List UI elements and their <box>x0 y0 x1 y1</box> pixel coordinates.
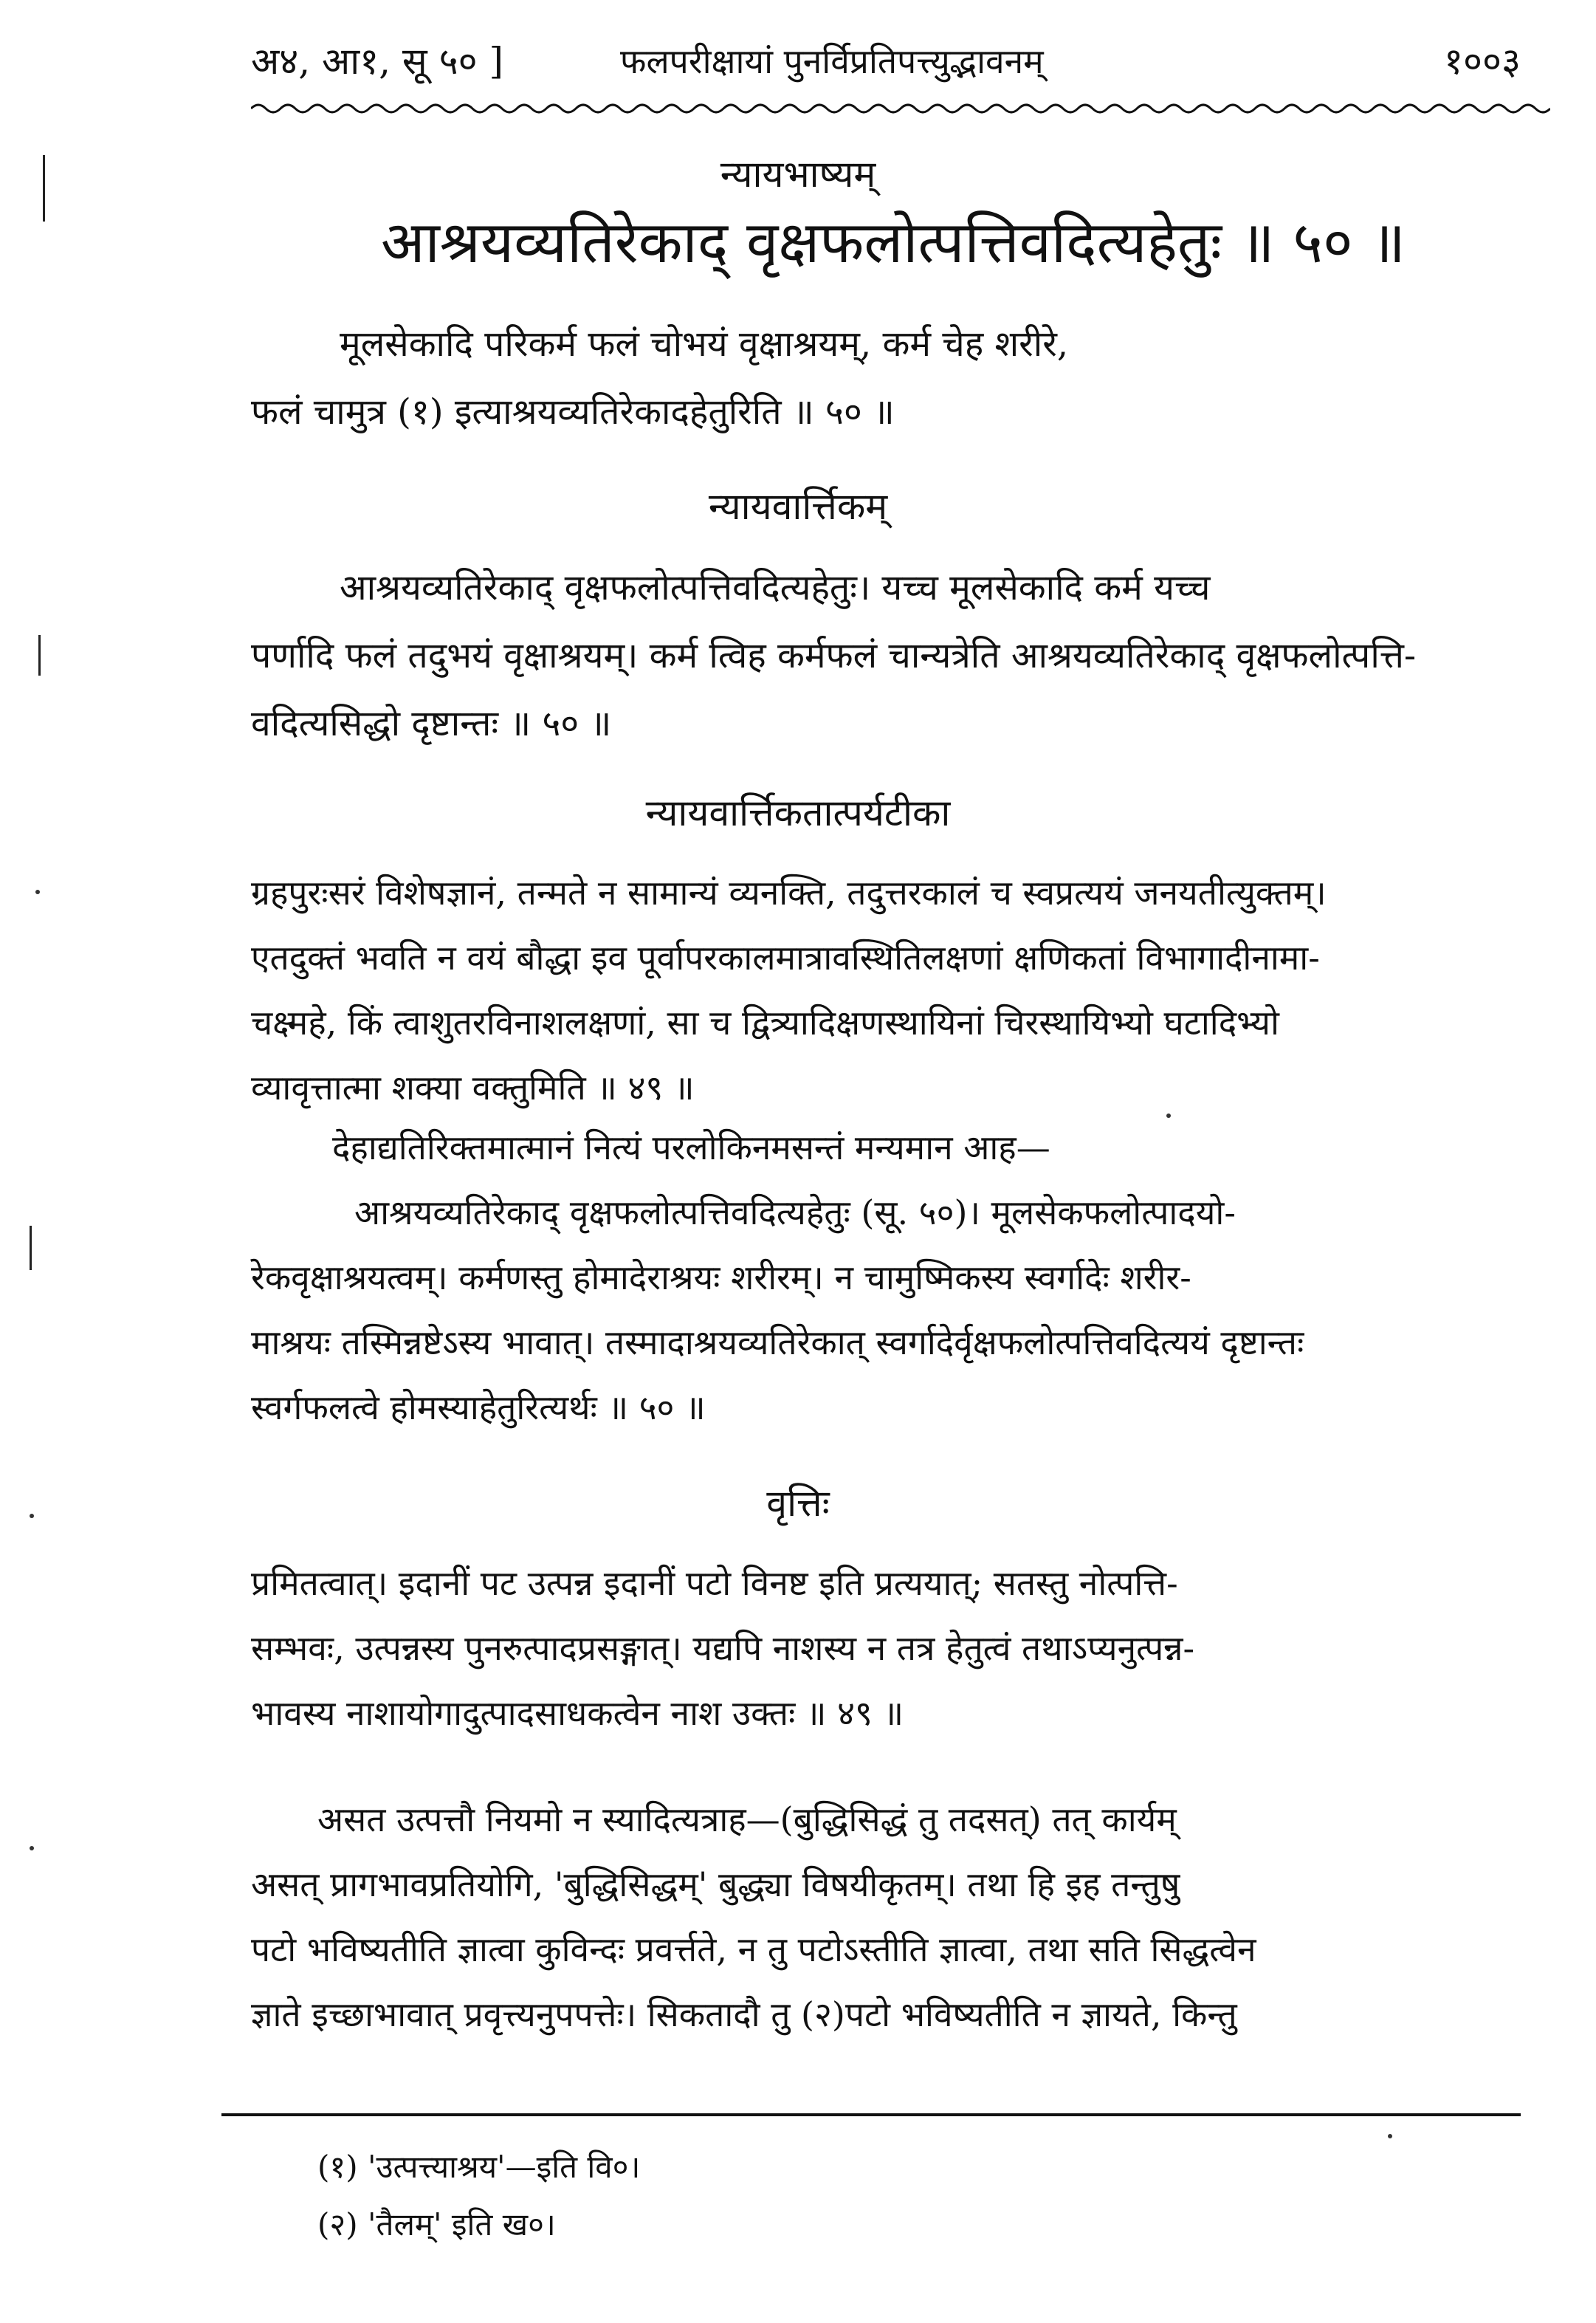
tika-line: रेकवृक्षाश्रयत्वम्। कर्मणस्तु होमादेराश्रयः शरीरम्। न चामुष्मिकस्य स्वर्गादेः शरीर- <box>251 1257 1191 1297</box>
vritti-line: असत उत्पत्तौ नियमो न स्यादित्यत्राह—(बुद्धिसिद्धं तु तदसत्) तत् कार्यम् <box>317 1799 1177 1839</box>
margin-speck <box>30 1514 34 1518</box>
bhashya-line: फलं चामुत्र (१) इत्याश्रयव्यतिरेकादहेतुरिति ॥ ५० ॥ <box>251 391 895 433</box>
bhashya-paragraph <box>251 310 1535 446</box>
vartika-paragraph <box>251 554 1535 758</box>
vritti-line: पटो भविष्यतीति ज्ञात्वा कुविन्दः प्रवर्त्तते, न तु पटोऽस्तीति ज्ञात्वा, तथा सति सिद्धत्वेन <box>251 1929 1256 1969</box>
tika-line: आश्रयव्यतिरेकाद् वृक्षफलोत्पत्तिवदित्यहेतुः (सू. ५०)। मूलसेकफलोत्पादयो- <box>354 1193 1236 1232</box>
tika-heading: न्यायवार्त्तिकतात्पर्यटीका <box>645 792 951 834</box>
bhashya-heading: न्यायभाष्यम् <box>720 153 876 196</box>
vartika-line: आश्रयव्यतिरेकाद् वृक्षफलोत्पत्तिवदित्यहेतुः। यच्च मूलसेकादि कर्म यच्च <box>340 567 1211 608</box>
header-wavy-rule <box>251 100 1550 117</box>
tika-line: देहाद्यतिरिक्तमात्मानं नित्यं परलोकिनमसन्तं मन्यमान आह— <box>332 1128 1050 1167</box>
running-header <box>251 28 1535 95</box>
chapter-reference: अ४, आ१, सू ५० ] <box>251 40 503 83</box>
vritti-heading: वृत्तिः <box>766 1482 830 1525</box>
margin-scan-mark <box>30 1226 32 1270</box>
vritti-paragraph-50 <box>251 1787 1535 2047</box>
sutra-text: आश्रयव्यतिरेकाद् वृक्षफलोत्पत्तिवदित्यहेतुः ॥ ५० ॥ <box>380 210 1406 276</box>
footnote-2: (२) 'तैलम्' इति ख०। <box>317 2206 556 2243</box>
bhashya-line: मूलसेकादि परिकर्म फलं चोभयं वृक्षाश्रयम्, कर्म चेह शरीरे, <box>340 323 1069 365</box>
vartika-heading: न्यायवार्त्तिकम् <box>708 485 888 528</box>
page-speck <box>1166 1114 1171 1118</box>
vartika-line: पर्णादि फलं तदुभयं वृक्षाश्रयम्। कर्म त्विह कर्मफलं चान्यत्रेति आश्रयव्यतिरेकाद् वृक्षफलोत्पत्ति- <box>251 635 1417 676</box>
tika-line: स्वर्गफलत्वे होमस्याहेतुरित्यर्थः ॥ ५० ॥ <box>251 1387 706 1427</box>
vritti-line: भावस्य नाशायोगादुत्पादसाधकत्वेन नाश उक्तः ॥ ४९ ॥ <box>251 1693 904 1733</box>
tika-line: व्यावृत्तात्मा शक्या वक्तुमिति ॥ ४९ ॥ <box>251 1068 695 1108</box>
page-number: १००३ <box>1444 40 1521 83</box>
tika-line: माश्रयः तस्मिन्नष्टेऽस्य भावात्। तस्मादाश्रयव्यतिरेकात् स्वर्गादेर्वृक्षफलोत्पत्तिवदित्ययं दृष्टान्तः <box>251 1322 1304 1362</box>
vritti-line: ज्ञाते इच्छाभावात् प्रवृत्त्यनुपपत्तेः। सिकतादौ तु (२)पटो भविष्यतीति न ज्ञायते, किन्तु <box>251 1994 1237 2034</box>
vritti-line: सम्भवः, उत्पन्नस्य पुनरुत्पादप्रसङ्गात्। यद्यपि नाशस्य न तत्र हेतुत्वं तथाऽप्यनुत्पन्न- <box>251 1628 1195 1668</box>
vartika-line: वदित्यसिद्धो दृष्टान्तः ॥ ५० ॥ <box>251 703 612 744</box>
tika-paragraph-50 <box>251 1115 1535 1440</box>
vritti-paragraph-49 <box>251 1551 1535 1746</box>
footnote-1: (१) 'उत्पत्त्याश्रय'—इति वि०। <box>317 2149 641 2185</box>
footnote-divider <box>221 2113 1521 2116</box>
tika-line: चक्ष्महे, किं त्वाशुतरविनाशलक्षणां, सा च द्वित्र्यादिक्षणस्थायिनां चिरस्थायिभ्यो घटादिभ्यो <box>251 1003 1279 1043</box>
tika-paragraph-49 <box>251 860 1535 1120</box>
page-speck <box>1388 2134 1392 2138</box>
tika-line: एतदुक्तं भवति न वयं बौद्धा इव पूर्वापरकालमात्रावस्थितिलक्षणां क्षणिकतां विभागादीनामा- <box>251 938 1320 978</box>
margin-scan-mark <box>43 155 45 222</box>
vritti-line: प्रमितत्वात्। इदानीं पट उत्पन्न इदानीं पटो विनष्ट इति प्रत्ययात्; सतस्तु नोत्पत्ति- <box>251 1563 1178 1603</box>
margin-speck <box>30 1846 34 1850</box>
margin-speck <box>35 890 40 894</box>
running-title: फलपरीक्षायां पुनर्विप्रतिपत्त्युद्भावनम् <box>620 41 1044 81</box>
margin-scan-mark <box>38 635 41 676</box>
tika-line: ग्रहपुरःसरं विशेषज्ञानं, तन्मते न सामान्यं व्यनक्ति, तदुत्तरकालं च स्वप्रत्ययं जनयतीत्युक्तम्। <box>251 873 1327 913</box>
vritti-line: असत् प्रागभावप्रतियोगि, 'बुद्धिसिद्धम्' बुद्ध्या विषयीकृतम्। तथा हि इह तन्तुषु <box>251 1864 1180 1904</box>
